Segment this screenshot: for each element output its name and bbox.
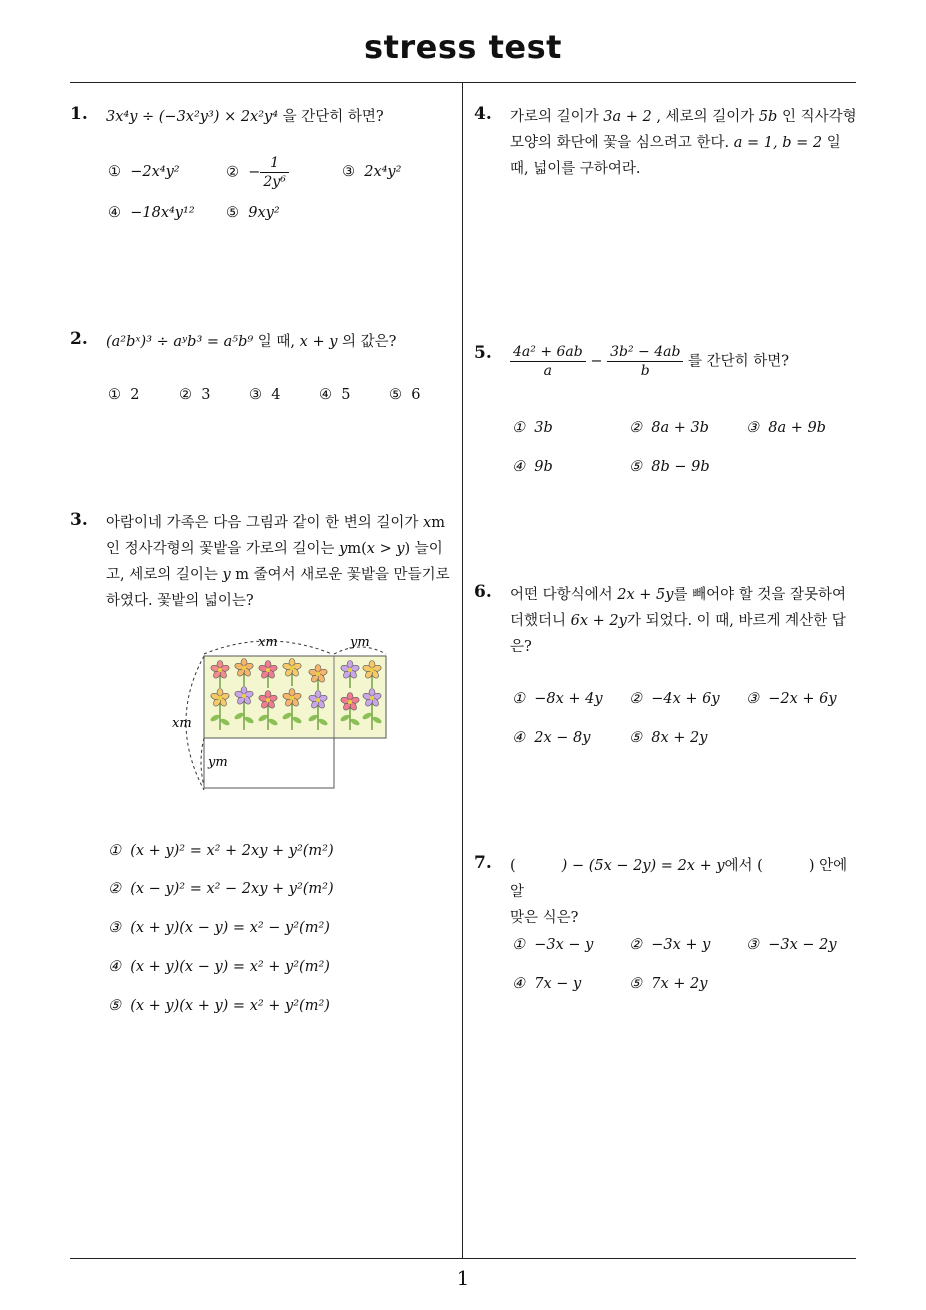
option-sign: − xyxy=(248,164,261,181)
option-value: 8b − 9b xyxy=(651,459,710,475)
minus-sign: − xyxy=(590,353,603,370)
option-mark: ① xyxy=(108,164,121,180)
option-1[interactable] xyxy=(108,164,180,180)
option-value: 3 xyxy=(201,387,211,403)
option-mark: ④ xyxy=(108,959,121,975)
math-expression: 6x + 2y xyxy=(570,613,627,629)
math-var: y xyxy=(222,567,231,583)
text-line: 때, 넓이를 구하여라. xyxy=(510,161,641,177)
label-xm-top: xm xyxy=(258,635,278,650)
flowerbed-figure xyxy=(168,630,393,800)
question-number: 4. xyxy=(474,104,492,124)
option-value: 9b xyxy=(534,459,553,475)
question-prompt: 을 간단히 하면? xyxy=(278,109,384,125)
question-text xyxy=(510,343,789,380)
option-mark: ④ xyxy=(319,387,332,403)
unit: m xyxy=(431,515,445,531)
option-4[interactable] xyxy=(512,459,553,475)
option-5[interactable] xyxy=(629,976,707,992)
label-ym-inner: ym xyxy=(208,755,228,770)
question-1 xyxy=(70,104,455,244)
option-5[interactable] xyxy=(629,730,707,746)
fraction-1 xyxy=(510,343,586,380)
math-var: x xyxy=(423,515,432,531)
text-line: 어떤 다항식에서 xyxy=(510,587,618,603)
math-expression: a = 1, b = 2 xyxy=(733,135,823,151)
option-value: −3x − 2y xyxy=(768,937,837,953)
text-line: 가 되었다. 이 때, 바르게 계산한 답 xyxy=(626,613,846,629)
question-prompt: 를 간단히 하면? xyxy=(683,353,790,370)
option-value: (x − y)² = x² − 2xy + y²(m²) xyxy=(130,881,334,897)
math-expression: 3x⁴y ÷ (−3x²y³) × 2x²y⁴ xyxy=(106,109,279,125)
option-mark: ② xyxy=(108,881,121,897)
option-value: −2x⁴y² xyxy=(130,164,180,180)
question-text xyxy=(510,582,860,660)
math-expression: 3a + 2 xyxy=(603,109,652,125)
text-line: 하였다. 꽃밭의 넓이는? xyxy=(106,593,254,609)
option-mark: ② xyxy=(226,164,239,181)
option-1[interactable] xyxy=(512,937,593,953)
option-mark: ① xyxy=(512,420,525,436)
option-mark: ④ xyxy=(512,730,525,746)
option-value: −3x + y xyxy=(651,937,711,953)
option-mark: ⑤ xyxy=(629,730,642,746)
option-value: (x + y)(x + y) = x² + y²(m²) xyxy=(130,998,330,1014)
math-var: y xyxy=(339,541,348,557)
question-text xyxy=(106,104,384,130)
option-mark: ④ xyxy=(512,976,525,992)
option-3[interactable] xyxy=(746,420,826,436)
question-prompt: 일 때, xyxy=(253,334,300,350)
option-mark: ④ xyxy=(108,205,121,221)
option-value: 9xy² xyxy=(248,205,280,221)
top-rule xyxy=(70,82,856,83)
option-value: −4x + 6y xyxy=(651,691,720,707)
option-mark: ⑤ xyxy=(226,205,239,221)
option-mark: ① xyxy=(512,937,525,953)
question-number: 5. xyxy=(474,343,492,363)
question-7 xyxy=(474,853,859,1003)
option-mark: ⑤ xyxy=(108,998,121,1014)
option-3[interactable] xyxy=(108,920,330,936)
option-value: −2x + 6y xyxy=(768,691,837,707)
text-line: , 세로의 길이가 xyxy=(651,109,759,125)
math-expression: 2x + 5y xyxy=(617,587,674,603)
option-mark: ② xyxy=(629,937,642,953)
question-number: 1. xyxy=(70,104,88,124)
fraction-denominator: a xyxy=(543,363,553,379)
option-5[interactable] xyxy=(629,459,710,475)
option-5[interactable] xyxy=(108,998,330,1014)
question-prompt: 의 값은? xyxy=(337,334,397,350)
option-mark: ③ xyxy=(746,691,759,707)
option-2[interactable] xyxy=(629,937,710,953)
question-4 xyxy=(474,104,859,194)
option-value: −18x⁴y¹² xyxy=(130,205,195,221)
option-value: (x + y)² = x² + 2xy + y²(m²) xyxy=(130,843,334,859)
fraction-denominator: b xyxy=(640,363,650,379)
option-value: 2x⁴y² xyxy=(364,164,402,180)
option-mark: ① xyxy=(512,691,525,707)
option-value: 5 xyxy=(341,387,351,403)
page-number: 1 xyxy=(456,1266,470,1290)
label-ym-top: ym xyxy=(350,635,370,650)
text-line: 를 빼어야 할 것을 잘못하여 xyxy=(673,587,846,603)
question-text xyxy=(106,329,396,355)
text-line: 일 xyxy=(822,135,841,151)
option-value: 2x − 8y xyxy=(534,730,591,746)
option-4[interactable] xyxy=(108,959,330,975)
math-expression: x > y xyxy=(366,541,405,557)
option-value: (x + y)(x − y) = x² + y²(m²) xyxy=(130,959,330,975)
option-5[interactable] xyxy=(389,387,420,403)
question-number: 2. xyxy=(70,329,88,349)
label-xm-left: xm xyxy=(172,716,192,731)
option-value: −8x + 4y xyxy=(534,691,603,707)
unit: m( xyxy=(347,541,367,557)
page-title: stress test xyxy=(364,28,562,66)
fraction-numerator: 3b² − 4ab xyxy=(607,343,683,362)
math-expression: x + y xyxy=(299,334,338,350)
text-line: ) 늘이 xyxy=(404,541,443,557)
option-mark: ② xyxy=(629,420,642,436)
text-line: 인 정사각형의 꽃밭을 가로의 길이는 xyxy=(106,541,340,557)
blank-open: ( xyxy=(510,858,516,874)
text-line: 아람이네 가족은 다음 그림과 같이 한 변의 길이가 xyxy=(106,515,424,531)
option-mark: ③ xyxy=(249,387,262,403)
option-value: 8a + 9b xyxy=(768,420,826,436)
option-mark: ⑤ xyxy=(629,976,642,992)
option-2[interactable] xyxy=(179,387,210,403)
question-number: 6. xyxy=(474,582,492,602)
option-2[interactable] xyxy=(629,420,709,436)
option-value: 8x + 2y xyxy=(651,730,708,746)
option-value: 7x + 2y xyxy=(651,976,708,992)
question-2 xyxy=(70,329,455,419)
text-line: 고, 세로의 길이는 xyxy=(106,567,223,583)
text-line: 가로의 길이가 xyxy=(510,109,604,125)
fraction-numerator: 4a² + 6ab xyxy=(510,343,586,362)
question-text xyxy=(510,853,860,931)
question-3 xyxy=(70,510,460,1030)
option-mark: ③ xyxy=(746,420,759,436)
fraction-denominator: 2y⁶ xyxy=(263,174,286,190)
option-1[interactable] xyxy=(512,420,553,436)
question-number: 7. xyxy=(474,853,492,873)
column-divider xyxy=(462,83,463,1258)
option-2[interactable] xyxy=(226,154,289,191)
fraction-2 xyxy=(607,343,683,380)
option-1[interactable] xyxy=(108,843,334,859)
text-line: 인 직사각형 xyxy=(777,109,857,125)
option-4[interactable] xyxy=(108,205,195,221)
option-1[interactable] xyxy=(108,387,139,403)
math-expression: 5b xyxy=(758,109,778,125)
option-value: 3b xyxy=(534,420,553,436)
text-line: 에서 ( xyxy=(724,858,763,874)
question-text xyxy=(106,510,460,614)
text-line: 더했더니 xyxy=(510,613,571,629)
option-mark: ③ xyxy=(342,164,355,180)
question-number: 3. xyxy=(70,510,88,530)
option-mark: ③ xyxy=(746,937,759,953)
text-line: ) 안에 알 xyxy=(510,858,848,900)
text-line: m 줄여서 새로운 꽃밭을 만들기로 xyxy=(230,567,450,583)
option-3[interactable] xyxy=(746,691,837,707)
option-mark: ③ xyxy=(108,920,121,936)
question-text xyxy=(510,104,860,182)
option-value: 7x − y xyxy=(534,976,582,992)
question-6 xyxy=(474,582,859,752)
option-value: −3x − y xyxy=(534,937,594,953)
question-5 xyxy=(474,343,859,483)
option-3[interactable] xyxy=(746,937,837,953)
text-line: 맞은 식은? xyxy=(510,910,579,926)
option-mark: ④ xyxy=(512,459,525,475)
option-value: 6 xyxy=(411,387,421,403)
text-line: 모양의 화단에 꽃을 심으려고 한다. xyxy=(510,135,734,151)
bottom-rule xyxy=(70,1258,856,1259)
option-3[interactable] xyxy=(342,164,401,180)
option-value: 4 xyxy=(271,387,281,403)
option-mark: ② xyxy=(179,387,192,403)
option-value: (x + y)(x − y) = x² − y²(m²) xyxy=(130,920,330,936)
option-4[interactable] xyxy=(319,387,350,403)
option-5[interactable] xyxy=(226,205,280,221)
option-value: 2 xyxy=(130,387,140,403)
option-2[interactable] xyxy=(629,691,720,707)
option-1[interactable] xyxy=(512,691,603,707)
math-expression: ) − (5x − 2y) = 2x + y xyxy=(561,858,725,874)
option-4[interactable] xyxy=(512,976,581,992)
option-value: 8a + 3b xyxy=(651,420,709,436)
option-2[interactable] xyxy=(108,881,334,897)
option-mark: ① xyxy=(108,843,121,859)
option-3[interactable] xyxy=(249,387,280,403)
option-mark: ⑤ xyxy=(389,387,402,403)
option-mark: ① xyxy=(108,387,121,403)
fraction-numerator: 1 xyxy=(260,154,288,173)
text-line: 은? xyxy=(510,639,532,655)
option-4[interactable] xyxy=(512,730,590,746)
math-expression: (a²bˣ)³ ÷ aʸb³ = a⁵b⁹ xyxy=(106,334,254,350)
option-mark: ⑤ xyxy=(629,459,642,475)
option-mark: ② xyxy=(629,691,642,707)
